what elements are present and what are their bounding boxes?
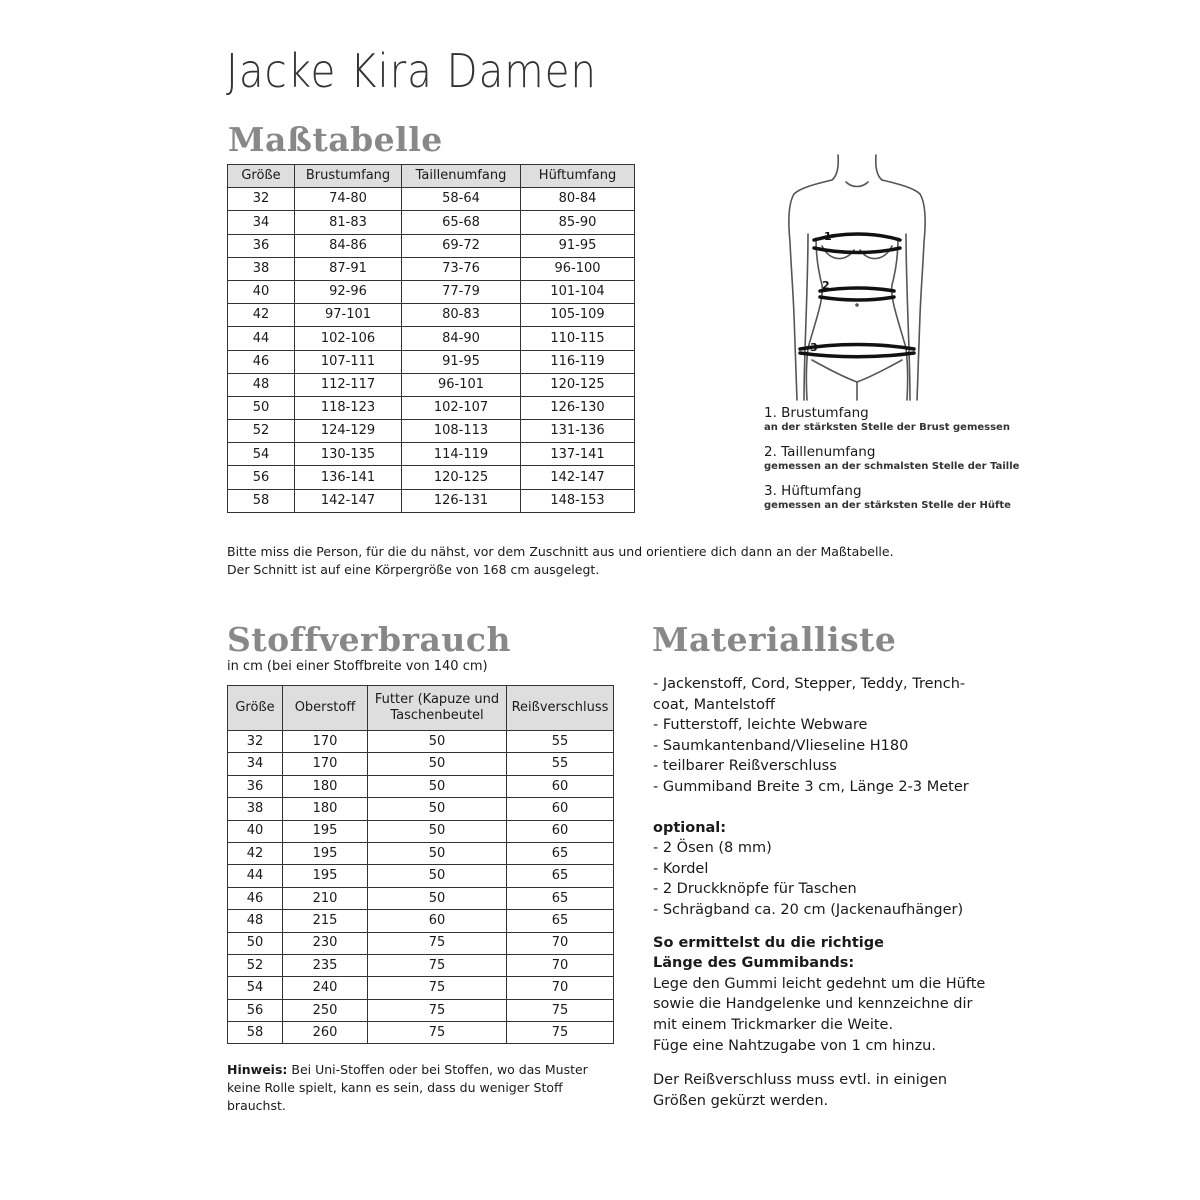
fabric-hint-text: Bei Uni-Stoffen oder bei Stoffen, wo das Muster keine Rolle spielt, kann es sein, dass du weniger Stoff brauchst.: [227, 1062, 588, 1113]
zipper-note-line-1: Der Reißverschluss muss evtl. in einigen: [653, 1072, 948, 1089]
table-row: [228, 373, 635, 396]
measurements-cell: 44: [228, 327, 295, 350]
fabric-header-row: [228, 686, 614, 731]
fabric-cell: 75: [507, 1022, 614, 1044]
materials-list: [653, 674, 985, 1111]
measurements-cell: 102-107: [402, 396, 521, 419]
measurements-cell: 108-113: [402, 420, 521, 443]
fabric-cell: 180: [283, 775, 368, 797]
fabric-cell: 230: [283, 932, 368, 954]
measurements-cell: 112-117: [295, 373, 402, 396]
table-row: [228, 280, 635, 303]
table-row: [228, 350, 635, 373]
fabric-cell: 65: [507, 887, 614, 909]
measurements-cell: 114-119: [402, 443, 521, 466]
fabric-cell: 54: [228, 977, 283, 999]
table-row: [228, 954, 614, 976]
materials-items: [653, 674, 985, 798]
measurements-cell: 80-83: [402, 304, 521, 327]
legend-item-waist: [764, 444, 1019, 473]
fabric-cell: 170: [283, 731, 368, 753]
measurements-cell: 69-72: [402, 234, 521, 257]
table-row: [228, 327, 635, 350]
table-row: [228, 865, 614, 887]
figure-legend: [764, 405, 1019, 512]
measurements-cell: 65-68: [402, 211, 521, 234]
table-row: [228, 420, 635, 443]
table-row: [228, 820, 614, 842]
table-row: [228, 977, 614, 999]
fabric-cell: 70: [507, 932, 614, 954]
fabric-cell: 60: [507, 798, 614, 820]
fabric-cell: 70: [507, 977, 614, 999]
fabric-cell: 50: [368, 731, 507, 753]
measurements-body: [228, 188, 635, 513]
measurements-header-cell: Brustumfang: [295, 165, 402, 188]
measurements-cell: 48: [228, 373, 295, 396]
table-row: [228, 999, 614, 1021]
collarbone-line: [846, 182, 868, 187]
page-title: Jacke Kira Damen: [226, 44, 597, 98]
measurements-cell: 92-96: [295, 280, 402, 303]
measurements-cell: 142-147: [521, 466, 635, 489]
measurements-cell: 58-64: [402, 188, 521, 211]
fabric-header-cell: Größe: [228, 686, 283, 731]
table-row: [228, 753, 614, 775]
measurements-cell: 118-123: [295, 396, 402, 419]
fabric-cell: 50: [368, 865, 507, 887]
list-item: - Futterstoff, leichte Webware: [653, 717, 868, 734]
measurements-cell: 142-147: [295, 489, 402, 512]
measurements-cell: 116-119: [521, 350, 635, 373]
fabric-cell: 235: [283, 954, 368, 976]
table-row: [228, 234, 635, 257]
list-item: - Jackenstoff, Cord, Stepper, Teddy, Trench-: [653, 676, 966, 692]
fabric-cell: 38: [228, 798, 283, 820]
table-row: [228, 304, 635, 327]
list-item: - 2 Druckknöpfe für Taschen: [653, 881, 857, 898]
fabric-cell: 50: [368, 887, 507, 909]
measurements-cell: 130-135: [295, 443, 402, 466]
fabric-cell: 55: [507, 753, 614, 775]
fabric-heading: Stoffverbrauch: [227, 620, 511, 659]
list-item: coat, Mantelstoff: [653, 696, 775, 713]
table-row: [228, 466, 635, 489]
how-to-line: Füge eine Nahtzugabe von 1 cm hinzu.: [653, 1037, 936, 1054]
fabric-header-cell: Oberstoff: [283, 686, 368, 731]
fabric-cell: 60: [368, 910, 507, 932]
measurements-cell: 96-100: [521, 257, 635, 280]
marker-3: 3: [810, 341, 818, 354]
fabric-cell: 195: [283, 820, 368, 842]
fabric-cell: 52: [228, 954, 283, 976]
table-row: [228, 1022, 614, 1044]
table-row: [228, 188, 635, 211]
legend-title: 3. Hüftumfang: [764, 483, 862, 499]
measurements-table: [227, 164, 635, 513]
measurements-cell: 80-84: [521, 188, 635, 211]
table-row: [228, 489, 635, 512]
measurements-cell: 32: [228, 188, 295, 211]
measurements-cell: 97-101: [295, 304, 402, 327]
fabric-cell: 58: [228, 1022, 283, 1044]
waist-band: [820, 288, 894, 291]
how-to-line: mit einem Trickmarker die Weite.: [653, 1016, 894, 1033]
fabric-cell: 42: [228, 842, 283, 864]
list-item: - Saumkantenband/Vlieseline H180: [653, 737, 909, 754]
fabric-cell: 40: [228, 820, 283, 842]
table-row: [228, 396, 635, 419]
fabric-cell: 36: [228, 775, 283, 797]
body-measurement-figure: [760, 150, 960, 405]
legend-item-bust: [764, 405, 1019, 434]
measurements-cell: 96-101: [402, 373, 521, 396]
list-item: - 2 Ösen (8 mm): [653, 840, 772, 857]
measurements-cell: 136-141: [295, 466, 402, 489]
measurements-cell: 84-90: [402, 327, 521, 350]
fabric-cell: 170: [283, 753, 368, 775]
fabric-cell: 240: [283, 977, 368, 999]
measurements-heading: Maßtabelle: [228, 120, 443, 159]
list-item: - Gummiband Breite 3 cm, Länge 2-3 Meter: [653, 778, 969, 795]
measurements-cell: 46: [228, 350, 295, 373]
fabric-cell: 44: [228, 865, 283, 887]
measurements-note-line-2: Der Schnitt ist auf eine Körpergröße von 168 cm ausgelegt.: [227, 562, 600, 577]
measurements-cell: 91-95: [402, 350, 521, 373]
measurements-cell: 52: [228, 420, 295, 443]
table-row: [228, 443, 635, 466]
legend-title: 1. Brustumfang: [764, 405, 869, 421]
table-row: [228, 731, 614, 753]
fabric-cell: 34: [228, 753, 283, 775]
hip-line: [812, 360, 902, 382]
measurements-cell: 34: [228, 211, 295, 234]
how-to-line: sowie die Handgelenke und kennzeichne dir: [653, 996, 973, 1013]
fabric-cell: 75: [368, 999, 507, 1021]
fabric-cell: 75: [368, 1022, 507, 1044]
fabric-cell: 70: [507, 954, 614, 976]
fabric-cell: 75: [507, 999, 614, 1021]
measurements-cell: 38: [228, 257, 295, 280]
how-to-text: [653, 974, 985, 1056]
measurements-cell: 126-131: [402, 489, 521, 512]
measurements-cell: 73-76: [402, 257, 521, 280]
fabric-cell: 75: [368, 977, 507, 999]
table-row: [228, 775, 614, 797]
table-row: [228, 887, 614, 909]
measurements-cell: 107-111: [295, 350, 402, 373]
fabric-cell: 50: [228, 932, 283, 954]
legend-subtitle: an der stärksten Stelle der Brust gemessen: [764, 422, 1010, 433]
fabric-table: [227, 685, 614, 1044]
fabric-cell: 60: [507, 775, 614, 797]
fabric-cell: 215: [283, 910, 368, 932]
fabric-hint: [227, 1061, 617, 1115]
fabric-cell: 50: [368, 820, 507, 842]
legend-subtitle: gemessen an der stärksten Stelle der Hüfte: [764, 500, 1011, 511]
legend-title: 2. Taillenumfang: [764, 444, 876, 460]
measurements-cell: 120-125: [521, 373, 635, 396]
fabric-cell: 50: [368, 775, 507, 797]
measurements-cell: 120-125: [402, 466, 521, 489]
fabric-body: [228, 731, 614, 1044]
measurements-cell: 105-109: [521, 304, 635, 327]
measurements-cell: 101-104: [521, 280, 635, 303]
measurements-cell: 131-136: [521, 420, 635, 443]
materials-heading: Materialliste: [652, 620, 897, 659]
fabric-cell: 50: [368, 798, 507, 820]
fabric-cell: 75: [368, 954, 507, 976]
measurements-header-cell: Taillenumfang: [402, 165, 521, 188]
measurements-cell: 58: [228, 489, 295, 512]
fabric-header-cell: Futter (Kapuze und Taschenbeutel: [368, 686, 507, 731]
measurements-cell: 124-129: [295, 420, 402, 443]
fabric-cell: 260: [283, 1022, 368, 1044]
fabric-cell: 50: [368, 753, 507, 775]
fabric-cell: 250: [283, 999, 368, 1021]
fabric-cell: 180: [283, 798, 368, 820]
table-row: [228, 842, 614, 864]
zipper-note-line-2: Größen gekürzt werden.: [653, 1092, 829, 1109]
how-to-title-line-2: Länge des Gummibands:: [653, 955, 855, 972]
how-to-line: Lege den Gummi leicht gedehnt um die Hüfte: [653, 975, 986, 992]
marker-2: 2: [822, 279, 830, 292]
table-row: [228, 932, 614, 954]
measurements-cell: 50: [228, 396, 295, 419]
neck-left-line: [832, 155, 838, 180]
marker-1: 1: [824, 230, 832, 243]
legend-item-hip: [764, 483, 1019, 512]
measurements-cell: 81-83: [295, 211, 402, 234]
how-to-title-line-1: So ermittelst du die richtige: [653, 934, 884, 951]
list-item: - teilbarer Reißverschluss: [653, 758, 837, 775]
legend-subtitle: gemessen an der schmalsten Stelle der Taille: [764, 461, 1020, 472]
measurements-header-cell: Größe: [228, 165, 295, 188]
table-row: [228, 211, 635, 234]
measurements-cell: 85-90: [521, 211, 635, 234]
measurements-cell: 56: [228, 466, 295, 489]
fabric-cell: 50: [368, 842, 507, 864]
fabric-cell: 32: [228, 731, 283, 753]
measurements-cell: 137-141: [521, 443, 635, 466]
table-row: [228, 798, 614, 820]
measurements-cell: 84-86: [295, 234, 402, 257]
measurements-header-cell: Hüftumfang: [521, 165, 635, 188]
torso-left-side: [806, 238, 822, 400]
measurements-header-row: [228, 165, 635, 188]
fabric-cell: 60: [507, 820, 614, 842]
measurements-cell: 54: [228, 443, 295, 466]
fabric-cell: 65: [507, 910, 614, 932]
measurements-note-line-1: Bitte miss die Person, für die du nähst, vor dem Zuschnitt aus und orientiere dich dann an der Maßtabelle.: [227, 544, 894, 559]
list-item: - Schrägband ca. 20 cm (Jackenaufhänger): [653, 901, 964, 918]
table-row: [228, 910, 614, 932]
neck-right-line: [876, 155, 882, 180]
measurements-cell: 126-130: [521, 396, 635, 419]
fabric-cell: 65: [507, 865, 614, 887]
fabric-cell: 46: [228, 887, 283, 909]
measurements-cell: 36: [228, 234, 295, 257]
fabric-cell: 210: [283, 887, 368, 909]
measurements-cell: 74-80: [295, 188, 402, 211]
measurements-cell: 42: [228, 304, 295, 327]
measurements-cell: 91-95: [521, 234, 635, 257]
measurements-cell: 148-153: [521, 489, 635, 512]
measurements-cell: 110-115: [521, 327, 635, 350]
measurements-note: [227, 543, 894, 579]
fabric-cell: 48: [228, 910, 283, 932]
fabric-cell: 195: [283, 865, 368, 887]
fabric-cell: 56: [228, 999, 283, 1021]
fabric-cell: 55: [507, 731, 614, 753]
measurements-cell: 40: [228, 280, 295, 303]
measurements-cell: 77-79: [402, 280, 521, 303]
waist-band-front: [820, 297, 894, 300]
fabric-hint-label: Hinweis:: [227, 1062, 288, 1077]
fabric-header-cell: Reißverschluss: [507, 686, 614, 731]
fabric-subheading: in cm (bei einer Stoffbreite von 140 cm): [227, 659, 488, 674]
torso-right-side: [892, 238, 908, 400]
list-item: - Kordel: [653, 860, 709, 877]
optional-items: [653, 838, 985, 920]
fabric-cell: 75: [368, 932, 507, 954]
measurements-cell: 87-91: [295, 257, 402, 280]
optional-label: optional:: [653, 819, 727, 836]
measurements-cell: 102-106: [295, 327, 402, 350]
fabric-cell: 195: [283, 842, 368, 864]
navel-dot: [855, 303, 859, 307]
fabric-cell: 65: [507, 842, 614, 864]
table-row: [228, 257, 635, 280]
bust-band-front: [814, 248, 900, 253]
